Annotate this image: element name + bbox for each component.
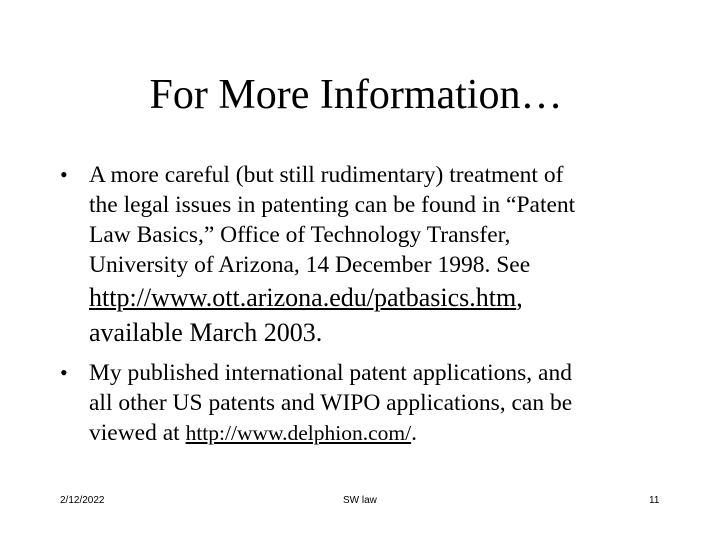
bullet-icon: •	[60, 360, 68, 385]
bullet-line: the legal issues in patenting can be found in “Patent	[89, 192, 576, 218]
bullet-text	[89, 160, 700, 350]
bullet-line: Law Basics,” Office of Technology Transfer,	[89, 222, 511, 248]
available-date-text: available March 2003	[89, 318, 316, 347]
footer-page-number: 11	[649, 495, 660, 506]
bullet-icon: •	[60, 162, 68, 187]
bullet-item-patent-basics	[60, 160, 700, 350]
delphion-link[interactable]: http://www.delphion.com/	[185, 421, 412, 445]
bullet-line	[89, 315, 700, 350]
slide-title: For More Information…	[149, 72, 563, 118]
line-punctuation: .	[315, 318, 323, 347]
link-prefix: viewed at	[89, 420, 186, 446]
bullet-item-delphion	[60, 358, 700, 448]
bullet-line: My published international patent applications, and	[89, 360, 572, 386]
bullet-line: University of Arizona, 14 December 1998. See	[89, 252, 531, 278]
bullet-line: all other US patents and WIPO applications, can be	[89, 390, 573, 416]
bullet-line: A more careful (but still rudimentary) treatment of	[89, 162, 564, 188]
link-punctuation: .	[411, 420, 417, 446]
link-punctuation: ,	[516, 283, 523, 312]
footer-date: 2/12/2022	[60, 495, 105, 506]
patbasics-link[interactable]: http://www.ott.arizona.edu/patbasics.htm	[89, 283, 517, 312]
footer-center-text: SW law	[343, 495, 377, 506]
bullet-text	[89, 358, 700, 448]
bullet-link-line	[89, 418, 700, 448]
bullet-link-line	[89, 280, 700, 315]
